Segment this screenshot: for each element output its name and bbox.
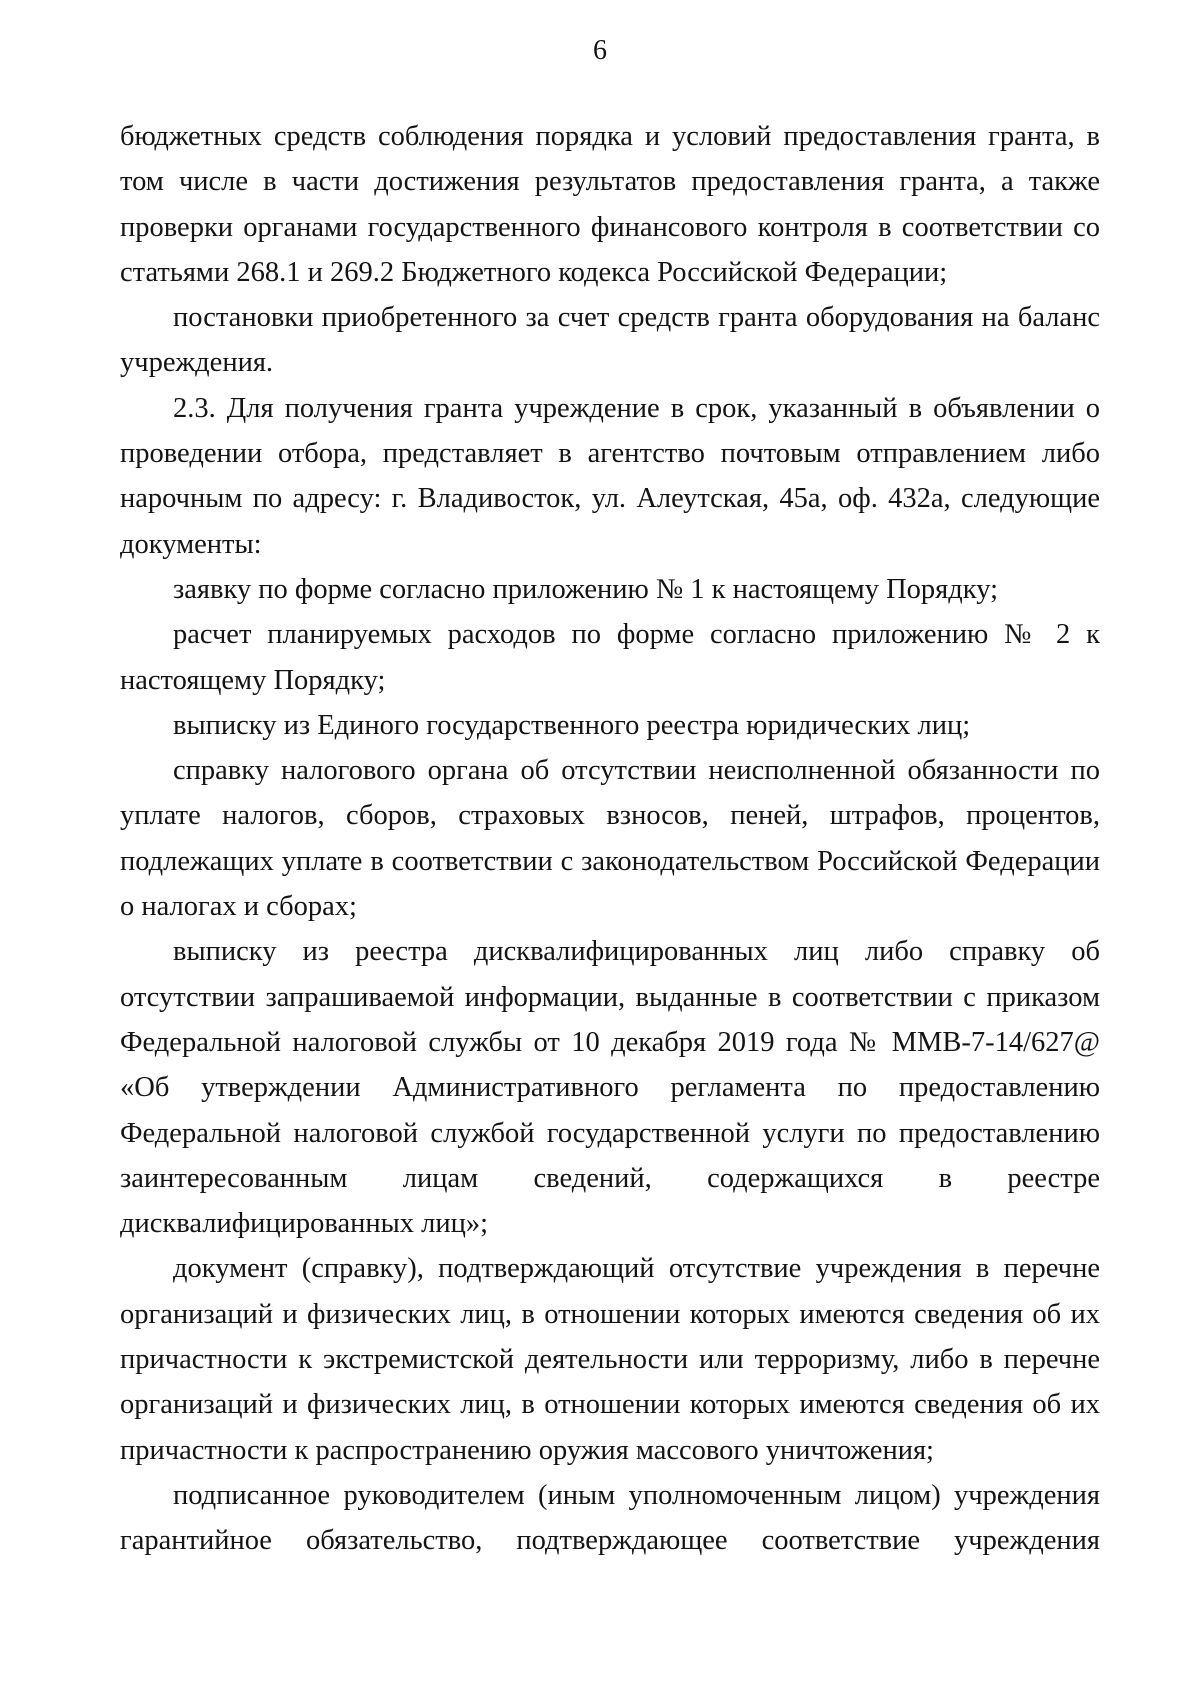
paragraph-extremism-certificate: документ (справку), подтверждающий отсутствие учреждения в перечне организаций и физических лиц, в отношении которых имеются сведения об их причастности к экстремистской деятельности или терроризму, либо в перечне организаций и физических лиц, в отношении которых имеются сведения об их причастности к распространению оружия массового уничтожения; <box>120 1253 1100 1466</box>
paragraph-expense-calculation: расчет планируемых расходов по форме согласно приложению № 2 к настоящему Порядку; <box>120 619 1100 696</box>
document-body <box>120 114 1100 1564</box>
paragraph-section-2-3: 2.3. Для получения гранта учреждение в срок, указанный в объявлении о проведении отбора, представляет в агентство почтовым отправлением либо нарочным по адресу: г. Владивосток, ул. Алеутская, 45а, оф. 432а, следующие документы: <box>120 392 1100 560</box>
paragraph-guarantee-obligation: подписанное руководителем (иным уполномоченным лицом) учреждения гарантийное обязательство, подтверждающее соответствие учреждения <box>120 1479 1100 1557</box>
paragraph-egrul-extract: выписку из Единого государственного реестра юридических лиц; <box>173 709 971 741</box>
page-number: 6 <box>593 35 607 66</box>
paragraph-application-form: заявку по форме согласно приложению № 1 к настоящему Порядку; <box>173 573 998 605</box>
paragraph-equipment-balance: постановки приобретенного за счет средств гранта оборудования на баланс учреждения. <box>120 302 1100 379</box>
paragraph-budget-funds-control: бюджетных средств соблюдения порядка и условий предоставления гранта, в том числе в части достижения результатов предоставления гранта, а также проверки органами государственного финансового контроля в соответствии со статьями 268.1 и 269.2 Бюджетного кодекса Российской Федерации; <box>120 121 1100 288</box>
paragraph-tax-certificate: справку налогового органа об отсутствии неисполненной обязанности по уплате налогов, сборов, страховых взносов, пеней, штрафов, процентов, подлежащих уплате в соответствии с законодательством Российской Федерации о налогах и сборах; <box>120 755 1100 923</box>
paragraph-disqualified-registry: выписку из реестра дисквалифицированных лиц либо справку об отсутствии запрашиваемой информации, выданные в соответствии с приказом Федеральной налоговой службы от 10 декабря 2019 года № ММВ-7-14/627@ «Об утверждении Административного регламента по предоставлению Федеральной налоговой службой государственной услуги по предоставлению заинтересованным лицам сведений, содержащихся в реестре дисквалифицированных лиц»; <box>120 936 1100 1240</box>
